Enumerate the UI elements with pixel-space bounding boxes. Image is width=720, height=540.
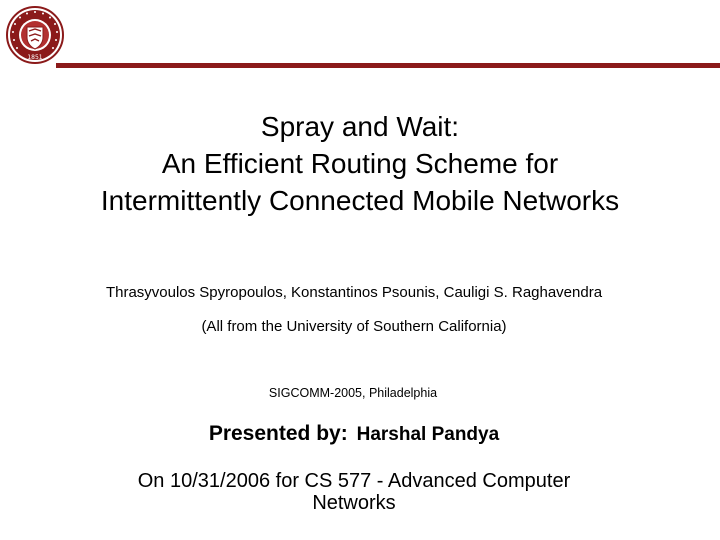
title-line: An Efficient Routing Scheme for (161, 148, 559, 179)
title-line: Intermittently Connected Mobile Networks (100, 185, 620, 216)
header-rule (56, 63, 720, 68)
presenter (0, 420, 708, 450)
presenter-name: Harshal Pandya (356, 424, 500, 445)
authors: Thrasyvoulos Spyropoulos, Konstantinos Psounis, Cauligi S. Raghavendra (105, 284, 603, 301)
presentation-date (0, 470, 708, 514)
title-line: Spray and Wait: (260, 111, 460, 142)
date-line: On 10/31/2006 for CS 577 - Advanced Computer (137, 470, 571, 492)
venue: SIGCOMM-2005, Philadelphia (268, 386, 438, 400)
presenter-label: Presented by: (208, 422, 348, 445)
slide-title (0, 108, 720, 219)
date-line: Networks (312, 492, 396, 514)
university-seal-icon (5, 5, 65, 65)
affiliation: (All from the University of Southern California) (201, 318, 507, 335)
svg-text:1851: 1851 (27, 54, 43, 61)
